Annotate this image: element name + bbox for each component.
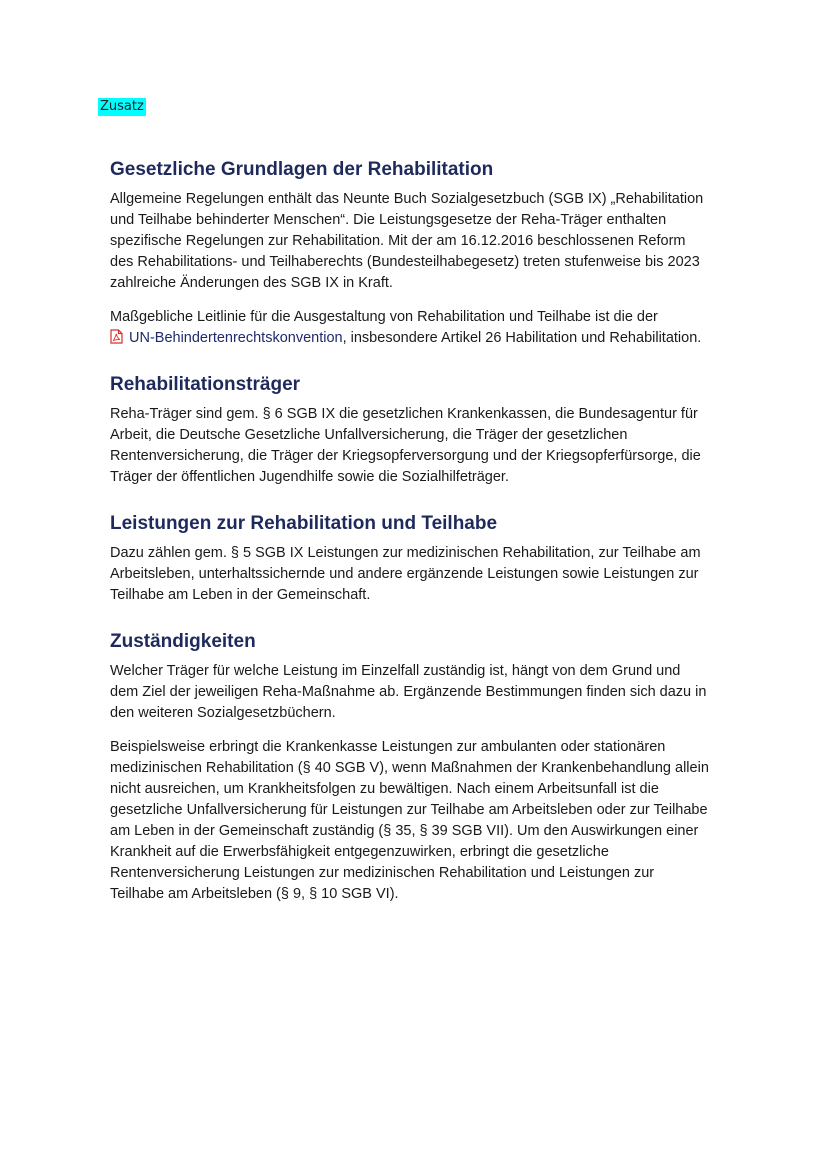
section-heading: Leistungen zur Rehabilitation und Teilhabe [110, 513, 498, 534]
section-grundlagen [110, 158, 710, 349]
section-paragraph: Allgemeine Regelungen enthält das Neunte Buch Sozialgesetzbuch (SGB IX) „Rehabilitation und Teilhabe behinderter Menschen“. Die Leistungsgesetze der Reha-Träger enthalten spezifische Regelungen zur Rehabilitation. Mit der am 16.12.2016 beschlossenen Reform des Rehabilitations- und Teilhaberechts (Bundesteilhabegesetz) treten stufenweise bis 2023 zahlreiche Änderungen des SGB IX in Kraft. [110, 191, 704, 291]
leitlinie-text-after: , insbesondere Artikel 26 Habilitation und Rehabilitation. [342, 330, 702, 346]
section-zustaendigkeiten [110, 630, 710, 905]
pdf-icon [110, 329, 123, 344]
section-heading: Zuständigkeiten [110, 631, 256, 652]
section-leistungen [110, 512, 710, 606]
section-paragraph: Beispielsweise erbringt die Krankenkasse Leistungen zur ambulanten oder stationären medizinischen Rehabilitation (§ 40 SGB V), wenn Maßnahmen der Krankenbehandlung allein nicht ausreichen, um Krankheitsfolgen zu bewältigen. Nach einem Arbeitsunfall ist die gesetzliche Unfallversicherung für Leistungen zur Teilhabe am Arbeitsleben oder zur Teilhabe am Leben in der Gemeinschaft zuständig (§ 35, § 39 SGB VII). Um den Auswirkungen einer Krankheit auf die Erwerbsfähigkeit entgegenzuwirken, erbringt die gesetzliche Rentenversicherung Leistungen zur medizinischen Rehabilitation und Leistungen zur Teilhabe am Arbeitsleben (§ 9, § 10 SGB VI). [110, 739, 709, 902]
section-rehabilitationstraeger [110, 373, 710, 488]
leitlinie-paragraph [110, 307, 710, 349]
un-konvention-link-label[interactable]: UN-Behindertenrechtskonvention [129, 330, 343, 346]
section-heading: Gesetzliche Grundlagen der Rehabilitation [110, 159, 494, 180]
section-heading: Rehabilitationsträger [110, 374, 301, 395]
section-paragraph: Reha-Träger sind gem. § 6 SGB IX die gesetzlichen Krankenkassen, die Bundesagentur für Arbeit, die Deutsche Gesetzliche Unfallversicherung, die Träger der gesetzlichen Rentenversicherung, die Träger der Kriegsopferversorgung und der Kriegsopferfürsorge, die Träger der öffentlichen Jugendhilfe sowie die Sozialhilfeträger. [110, 406, 701, 485]
section-paragraph: Welcher Träger für welche Leistung im Einzelfall zuständig ist, hängt von dem Grund und dem Ziel der jeweiligen Reha-Maßnahme ab. Ergänzende Bestimmungen finden sich dazu in den weiteren Sozialgesetzbüchern. [110, 663, 707, 721]
zusatz-tag: Zusatz [100, 99, 144, 114]
section-paragraph: Dazu zählen gem. § 5 SGB IX Leistungen zur medizinischen Rehabilitation, zur Teilhabe am Arbeitsleben, unterhaltssichernde und andere ergänzende Leistungen sowie Leistungen zur Teilhabe am Leben in der Gemeinschaft. [110, 545, 701, 603]
document-content [110, 158, 710, 929]
leitlinie-text-before: Maßgebliche Leitlinie für die Ausgestaltung von Rehabilitation und Teilhabe ist die der [110, 309, 658, 325]
un-konvention-link[interactable] [110, 330, 343, 346]
